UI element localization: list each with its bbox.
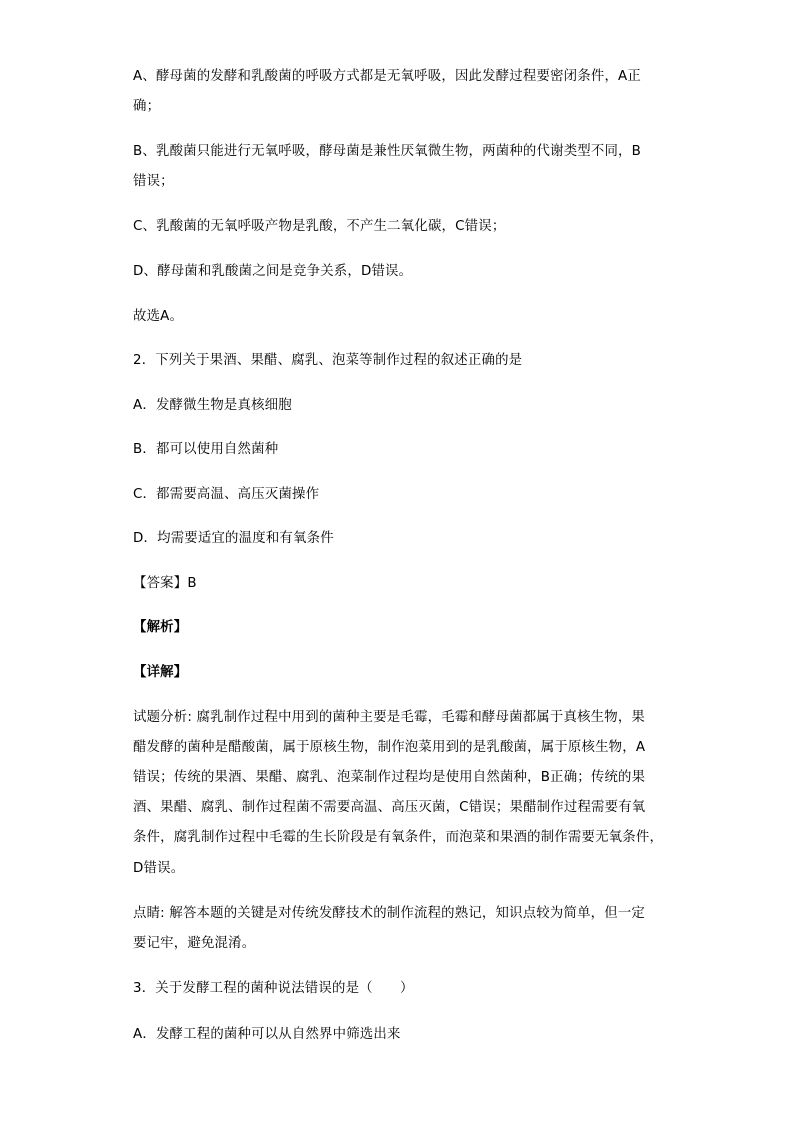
q2-detail-line4: 酒、果醋、腐乳、制作过程菌不需要高温、高压灭菌，C错误；果醋制作过程需要有氧	[133, 800, 646, 815]
q2-option-a: A．发酵微生物是真核细胞	[133, 398, 292, 413]
q1-option-d-analysis: D、酵母菌和乳酸菌之间是竞争关系，D错误。	[133, 264, 413, 279]
q2-option-d: D．均需要适宜的温度和有氧条件	[133, 531, 334, 546]
q3-option-a: A．发酵工程的菌种可以从自然界中筛选出来	[133, 1027, 401, 1042]
q2-detail-line5: 条件，腐乳制作过程中毛霉的生长阶段是有氧条件，而泡菜和果酒的制作需要无氧条件，	[133, 830, 664, 845]
q3-stem: 3．关于发酵工程的菌种说法错误的是（ ）	[133, 981, 414, 996]
q2-option-b: B．都可以使用自然菌种	[133, 442, 279, 457]
q2-option-c: C．都需要高温、高压灭菌操作	[133, 487, 320, 502]
q2-tip-line1: 点睛: 解答本题的关键是对传统发酵技术的制作流程的熟记，知识点较为简单，但一定	[133, 906, 646, 921]
q2-tip-line2: 要记牢，避免混淆。	[133, 936, 256, 951]
q1-conclusion: 故选A。	[133, 309, 184, 324]
q2-analysis-label: 【解析】	[133, 620, 188, 635]
q2-answer: 【答案】B	[133, 576, 197, 591]
q1-option-b-analysis-line2: 错误；	[133, 174, 174, 189]
q2-stem: 2．下列关于果酒、果醋、腐乳、泡菜等制作过程的叙述正确的是	[133, 353, 523, 368]
q1-option-a-analysis-line1: A、酵母菌的发酵和乳酸菌的呼吸方式都是无氧呼吸，因此发酵过程要密闭条件，A正	[133, 69, 641, 84]
q2-detail-label: 【详解】	[133, 665, 188, 680]
q1-option-a-analysis-line2: 确；	[133, 99, 161, 114]
q2-detail-line6: D错误。	[133, 861, 185, 876]
q2-detail-line2: 醋发酵的菌种是醋酸菌，属于原核生物，制作泡菜用到的是乳酸菌，属于原核生物，A	[133, 740, 646, 755]
q2-detail-line3: 错误；传统的果酒、果醋、腐乳、泡菜制作过程均是使用自然菌种，B正确；传统的果	[133, 770, 646, 785]
q1-option-c-analysis: C、乳酸菌的无氧呼吸产物是乳酸，不产生二氧化碳，C错误；	[133, 219, 506, 234]
q2-detail-line1: 试题分析: 腐乳制作过程中用到的菌种主要是毛霉，毛霉和酵母菌都属于真核生物，果	[133, 710, 646, 725]
q1-option-b-analysis-line1: B、乳酸菌只能进行无氧呼吸，酵母菌是兼性厌氧微生物，两菌种的代谢类型不同，B	[133, 144, 642, 159]
